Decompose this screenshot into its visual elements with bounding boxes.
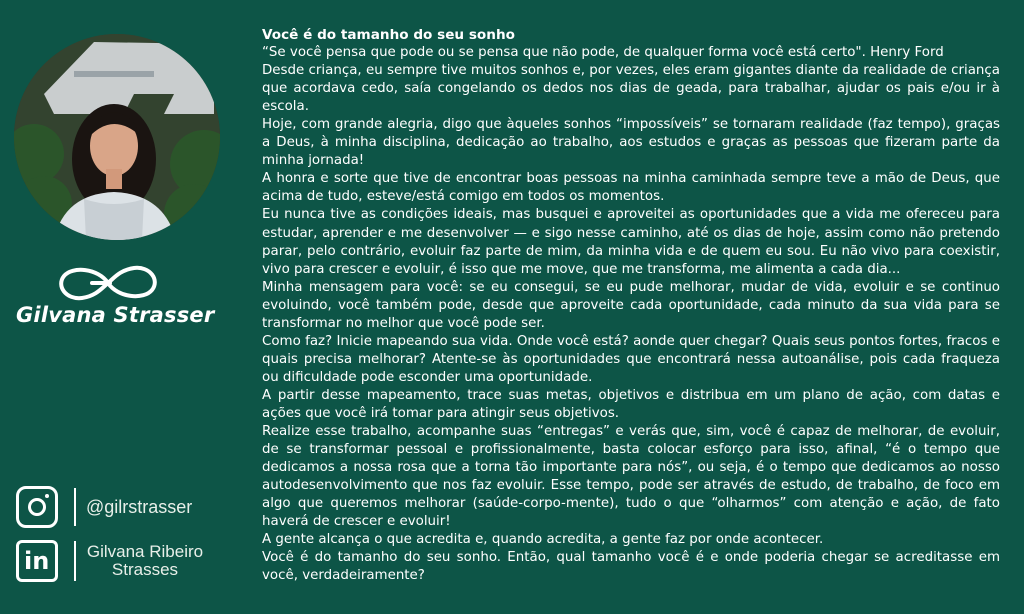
article-paragraph: Realize esse trabalho, acompanhe suas “entregas” e verás que, sim, você é capaz de melhorar, de evoluir, de se transformar pessoal e profissionalmente, basta colocar esforço para isso, afinal, “é o tempo que dedicamos a nossa rosa que a torna tão importante para nós”, ou seja, é o tempo que dedicamos ao nosso autodesenvolvimento que nos faz evoluir. Esse tempo, pode ser através de estudo, de trabalho, de foco em algo que queremos melhorar (saúde-corpo-mente), tudo o que “olharmos” com atenção e ação, de fato haverá de crescer e evoluir! [262,424,1000,530]
article-paragraph: Você é do tamanho do seu sonho. Então, qual tamanho você é e onde poderia chegar se acreditasse em você, verdadeiramente? [262,550,1000,584]
divider [74,541,76,581]
article-paragraph: Hoje, com grande alegria, digo que àqueles sonhos “impossíveis” se tornaram realidade (faz tempo), graças a Deus, à minha disciplina, dedicação ao trabalho, aos estudos e graças as pessoas que fizeram parte da minha jornada! [262,117,1000,169]
linkedin-link[interactable] [16,540,204,582]
instagram-link[interactable] [16,486,192,528]
article-paragraph: A gente alcança o que acredita e, quando acredita, a gente faz por onde acontecer. [262,532,824,548]
brand-name: Gilvana Strasser [16,303,215,327]
divider [74,488,76,526]
article-paragraph: Como faz? Inicie mapeando sua vida. Onde você está? aonde quer chegar? Quais seus pontos fortes, fracos e quais precisa melhorar? Atente-se às oportunidades que encontrará nessa autoanálise, pois cada fraqueza ou dificuldade pode esconder uma oportunidade. [262,333,1000,385]
linkedin-icon: in [16,540,58,582]
avatar [14,34,220,240]
profile-sidebar [0,0,240,614]
article-title: Você é do tamanho do seu sonho [262,27,515,43]
article-paragraph: Minha mensagem para você: se eu consegui, se eu pude melhorar, mudar de vida, evoluir e se continuo evoluindo, você também pode, desde que aproveite cada oportunidade, cada minuto da sua vida para se transformar no melhor que você pode ser. [262,279,1000,331]
instagram-handle: @gilrstrasser [86,496,193,517]
article-paragraph: A honra e sorte que tive de encontrar boas pessoas na minha caminhada sempre teve a mão de Deus, que acima de tudo, esteve/está comigo em todos os momentos. [262,171,1000,205]
article [262,26,1000,585]
article-paragraph: Eu nunca tive as condições ideais, mas busquei e aproveitei as oportunidades que a vida me ofereceu para estudar, aprender e me desenvolver — e sigo nesse caminho, até os dias de hoje, assim como não pretendo parar, pelo contrário, evoluir faz parte de mim, da minha vida e de quem eu sou. Eu não vivo para coexistir, vivo para crescer e evoluir, é isso que me move, que me transforma, me alimenta a cada dia... [262,207,1000,277]
instagram-icon [16,486,58,528]
linkedin-name: Gilvana Ribeiro Strasses [86,542,204,579]
article-paragraph: A partir desse mapeamento, trace suas metas, objetivos e distribua em um plano de ação, com datas e ações que você irá tomar para atingir seus objetivos. [262,387,1000,421]
article-paragraph: Desde criança, eu sempre tive muitos sonhos e, por vezes, eles eram gigantes diante da realidade de criança que acordava cedo, saía congelando os dedos nos dias de geada, para trabalhar, ajudar os pais e/ou ir à escola. [262,63,1000,115]
article-paragraph: “Se você pensa que pode ou se pensa que não pode, de qualquer forma você está certo". Henry Ford [262,45,944,61]
avatar-photo [14,34,220,240]
infinity-logo-icon [52,262,164,304]
